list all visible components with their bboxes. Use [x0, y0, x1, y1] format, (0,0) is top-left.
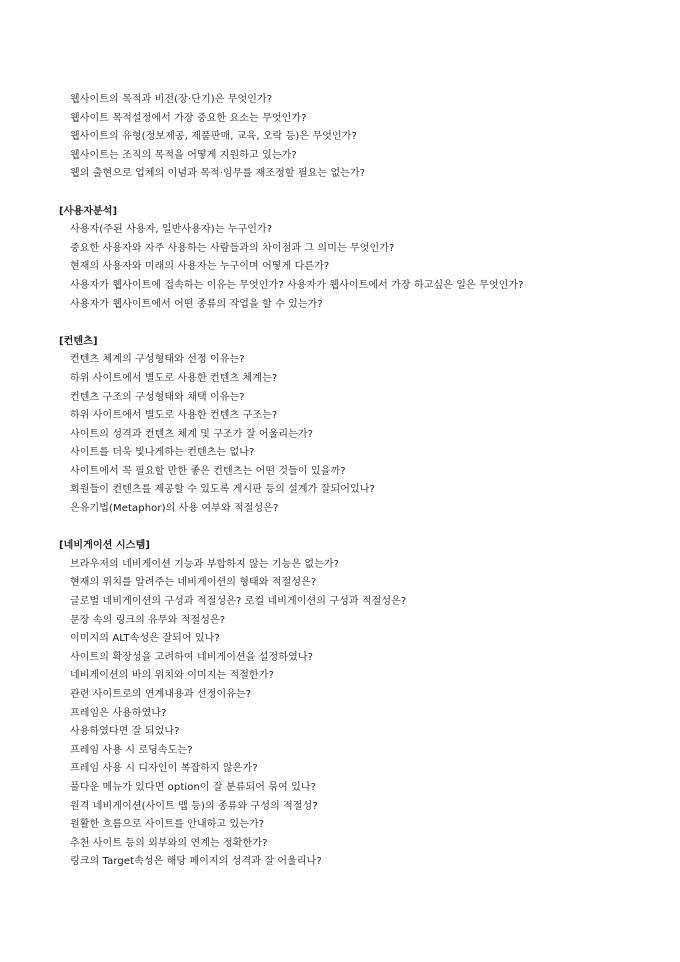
user-analysis-section: [0, 203, 680, 315]
intro-item-2: 웹사이트 목적설정에서 가장 중요한 요소는 무엇인가?: [70, 112, 307, 124]
navigation-item-5: 이미지의 ALT속성은 잘되어 있나?: [70, 633, 220, 645]
navigation-item-7: 네비게이션의 바의 위치와 이미지는 적절한가?: [70, 670, 274, 682]
contents-item-4: 하위 사이트에서 별도로 사용한 컨텐츠 구조는?: [70, 410, 278, 422]
intro-section: [0, 91, 680, 184]
navigation-item-1: 브라우저의 네비게이션 기능과 부합하지 않는 기능은 없는가?: [70, 558, 340, 570]
contents-section: [0, 333, 680, 519]
document-page: [0, 91, 680, 872]
user-analysis-heading: [사용자분석]: [59, 205, 118, 217]
navigation-section: [0, 537, 680, 872]
navigation-heading: [네비게이션 시스템]: [59, 540, 151, 552]
contents-item-5: 사이트의 성격과 컨텐츠 체계 및 구조가 잘 어울리는가?: [70, 428, 314, 440]
user-analysis-item-4: 사용자가 웹사이트에 접속하는 이유는 무엇인가? 사용자가 웹사이트에서 가장 하고싶은 일은 무엇인가?: [70, 279, 524, 291]
user-analysis-item-5: 사용자가 웹사이트에서 어떤 종류의 작업을 할 수 있는가?: [70, 298, 323, 310]
intro-item-5: 웹의 출현으로 업체의 이념과 목적·임무를 재조정할 필요는 없는가?: [70, 168, 366, 180]
intro-item-4: 웹사이트는 조직의 목적을 어떻게 지원하고 있는가?: [70, 149, 297, 161]
navigation-item-12: 프레임 사용 시 디자인이 복잡하지 않은가?: [70, 763, 258, 775]
navigation-item-15: 원활한 흐름으로 사이트를 안내하고 있는가?: [70, 819, 265, 831]
contents-item-2: 하위 사이트에서 별도로 사용한 컨텐츠 체계는?: [70, 372, 278, 384]
section-gap: [0, 519, 680, 538]
navigation-item-10: 사용하였다면 잘 되었나?: [70, 726, 180, 738]
navigation-item-4: 문장 속의 링크의 유무와 적절성은?: [70, 614, 226, 626]
contents-item-9: 은유기법(Metaphor)의 사용 여부와 적절성은?: [70, 503, 279, 515]
navigation-item-3: 글로벌 네비게이션의 구성과 적절성은? 로컬 네비게이션의 구성과 적절성은?: [70, 596, 407, 608]
navigation-item-16: 추천 사이트 등의 외부와의 연계는 정확한가?: [70, 837, 268, 849]
navigation-item-2: 현재의 위치를 알려주는 네비게이션의 형태와 적절성은?: [70, 577, 317, 589]
contents-item-3: 컨텐츠 구조의 구성형태와 채택 이유는?: [70, 391, 245, 403]
contents-item-1: 컨텐츠 체계의 구성형태와 선정 이유는?: [70, 354, 245, 366]
contents-item-8: 회원들이 컨텐츠를 제공할 수 있도록 게시판 등의 설계가 잘되어있나?: [70, 484, 375, 496]
navigation-item-14: 원격 네비게이션(사이트 맵 등)의 종류와 구성의 적절성?: [70, 800, 318, 812]
user-analysis-item-1: 사용자(주된 사용자, 일반사용자)는 누구인가?: [70, 224, 273, 236]
contents-item-6: 사이트를 더욱 빛나게하는 컨텐츠는 없나?: [70, 447, 255, 459]
section-gap: [0, 314, 680, 333]
navigation-item-9: 프레임은 사용하였나?: [70, 707, 167, 719]
navigation-item-6: 사이트의 확장성을 고려하여 네비게이션을 설정하였나?: [70, 651, 314, 663]
navigation-item-11: 프레임 사용 시 로딩속도는?: [70, 744, 193, 756]
contents-heading: [컨텐츠]: [59, 335, 98, 347]
contents-item-7: 사이트에서 꼭 필요할 만한 좋은 컨텐츠는 어떤 것들이 있을까?: [70, 465, 346, 477]
intro-item-3: 웹사이트의 유형(정보제공, 제품판매, 교육, 오락 등)은 무엇인가?: [70, 131, 357, 143]
navigation-item-17: 링크의 Target속성은 해당 페이지의 성격과 잘 어울리나?: [70, 856, 322, 868]
navigation-item-8: 관련 사이트로의 연계내용과 선정이유는?: [70, 689, 252, 700]
user-analysis-item-2: 중요한 사용자와 자주 사용하는 사람들과의 차이점과 그 의미는 무엇인가?: [70, 242, 395, 254]
section-gap: [0, 184, 680, 203]
user-analysis-item-3: 현재의 사용자와 미래의 사용자는 누구이며 어떻게 다른가?: [70, 261, 330, 273]
intro-item-1: 웹사이트의 목적과 비전(장·단기)은 무엇인가?: [70, 94, 273, 105]
navigation-item-13: 풀다운 메뉴가 있다면 option이 잘 분류되어 묶여 있나?: [70, 781, 317, 793]
